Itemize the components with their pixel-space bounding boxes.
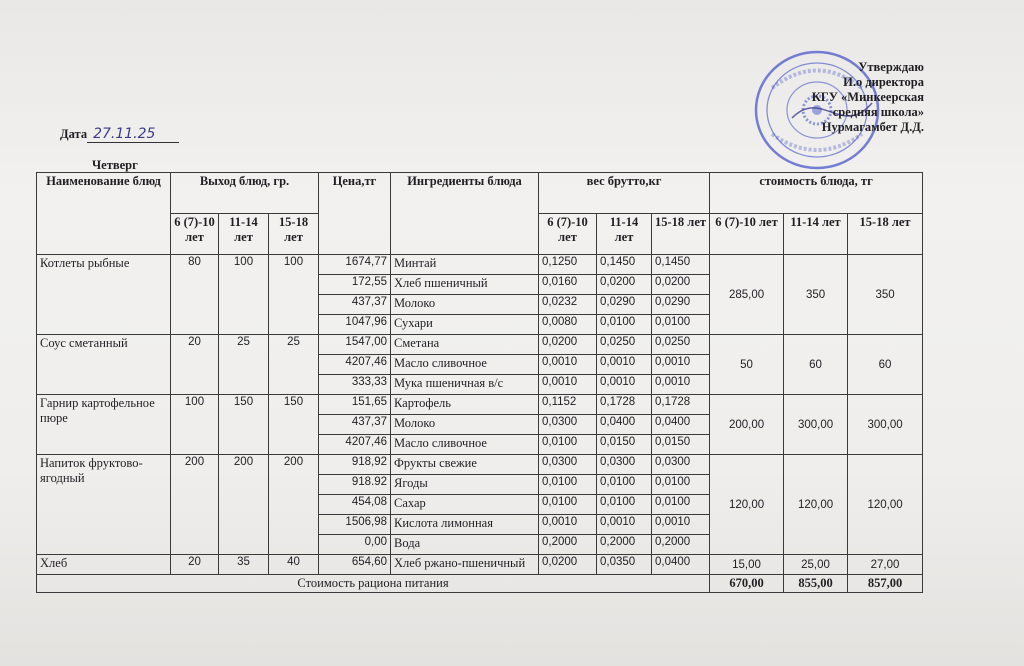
ingredient-weight: 0,0010 (652, 355, 710, 375)
header-age-group: 6 (7)-10 лет (539, 214, 597, 255)
dish-yield: 100 (171, 395, 219, 455)
ingredient-weight: 0,0010 (539, 375, 597, 395)
dish-yield: 200 (219, 455, 269, 555)
dish-yield: 20 (171, 555, 219, 575)
ingredient-weight: 0,0250 (652, 335, 710, 355)
header-age-group: 11-14 лет (597, 214, 652, 255)
header-age-group: 11-14 лет (219, 214, 269, 255)
ingredient-name: Хлеб пшеничный (391, 275, 539, 295)
approval-line: средняя школа» (832, 105, 924, 119)
dish-cost: 50 (710, 335, 784, 395)
ingredient-weight: 0,0150 (597, 435, 652, 455)
header-price: Цена,тг (319, 173, 391, 255)
header-age-group: 6 (7)-10 лет (710, 214, 784, 255)
ingredient-weight: 0,0150 (652, 435, 710, 455)
ingredient-name: Молоко (391, 295, 539, 315)
ingredient-weight: 0,0100 (652, 475, 710, 495)
approval-line: Утверждаю (858, 60, 924, 74)
ingredient-weight: 0,0010 (539, 355, 597, 375)
total-label: Стоимость рациона питания (37, 575, 710, 593)
dish-name: Напиток фруктово-ягодный (37, 455, 171, 555)
ingredient-weight: 0,0200 (652, 275, 710, 295)
ingredient-weight: 0,0010 (597, 515, 652, 535)
ingredient-weight: 0,0100 (597, 315, 652, 335)
table-row (37, 555, 923, 575)
dish-name: Хлеб (37, 555, 171, 575)
ingredient-price: 151,65 (319, 395, 391, 415)
header-gross-weight: вес брутто,кг (539, 173, 710, 214)
dish-cost: 60 (848, 335, 923, 395)
ingredient-weight: 0,2000 (597, 535, 652, 555)
ingredient-price: 0,00 (319, 535, 391, 555)
header-yield: Выход блюд, гр. (171, 173, 319, 214)
ingredient-weight: 0,0200 (539, 555, 597, 575)
dish-cost: 60 (784, 335, 848, 395)
ingredient-weight: 0,0400 (652, 555, 710, 575)
weekday-label: Четверг (92, 158, 138, 172)
ingredient-weight: 0,0400 (652, 415, 710, 435)
ingredient-weight: 0,0100 (539, 495, 597, 515)
header-age-group: 15-18 лет (269, 214, 319, 255)
ingredient-price: 918,92 (319, 455, 391, 475)
menu-table (36, 172, 923, 593)
dish-name: Котлеты рыбные (37, 255, 171, 335)
header-age-group: 11-14 лет (784, 214, 848, 255)
dish-cost: 120,00 (710, 455, 784, 555)
table-row (37, 455, 923, 475)
approval-line: КГУ «Минкеерская (811, 90, 924, 104)
ingredient-name: Фрукты свежие (391, 455, 539, 475)
ingredient-weight: 0,1450 (652, 255, 710, 275)
header-ingredients: Ингредиенты блюда (391, 173, 539, 255)
ingredient-price: 918.92 (319, 475, 391, 495)
ingredient-weight: 0,0200 (539, 335, 597, 355)
approval-signatory: Нурмагамбет Д.Д. (821, 120, 924, 134)
ingredient-weight: 0,0290 (597, 295, 652, 315)
ingredient-weight: 0,0100 (597, 475, 652, 495)
date-value: 27.11.25 (87, 126, 179, 143)
total-value: 857,00 (848, 575, 923, 593)
dish-yield: 100 (269, 255, 319, 335)
ingredient-name: Минтай (391, 255, 539, 275)
dish-cost: 120,00 (848, 455, 923, 555)
ingredient-weight: 0,1728 (597, 395, 652, 415)
ingredient-weight: 0,1728 (652, 395, 710, 415)
table-row (37, 335, 923, 355)
ingredient-weight: 0,0350 (597, 555, 652, 575)
dish-yield: 150 (219, 395, 269, 455)
dish-yield: 100 (219, 255, 269, 335)
total-value: 670,00 (710, 575, 784, 593)
dish-name: Соус сметанный (37, 335, 171, 395)
ingredient-price: 333,33 (319, 375, 391, 395)
ingredient-name: Мука пшеничная в/с (391, 375, 539, 395)
dish-yield: 150 (269, 395, 319, 455)
ingredient-weight: 0,0300 (652, 455, 710, 475)
ingredient-weight: 0,0100 (539, 475, 597, 495)
ingredient-weight: 0,0200 (597, 275, 652, 295)
total-row (37, 575, 923, 593)
dish-yield: 20 (171, 335, 219, 395)
ingredient-price: 4207,46 (319, 355, 391, 375)
date-label: Дата (60, 127, 88, 141)
ingredient-weight: 0,0232 (539, 295, 597, 315)
ingredient-weight: 0,0010 (652, 375, 710, 395)
approval-block (812, 60, 924, 135)
ingredient-name: Кислота лимонная (391, 515, 539, 535)
ingredient-name: Ягоды (391, 475, 539, 495)
ingredient-name: Сметана (391, 335, 539, 355)
ingredient-weight: 0,1152 (539, 395, 597, 415)
ingredient-weight: 0,0010 (597, 375, 652, 395)
ingredient-weight: 0,0300 (539, 455, 597, 475)
ingredient-weight: 0,0100 (652, 315, 710, 335)
ingredient-weight: 0,0100 (597, 495, 652, 515)
ingredient-weight: 0,1250 (539, 255, 597, 275)
ingredient-name: Молоко (391, 415, 539, 435)
dish-cost: 300,00 (784, 395, 848, 455)
header-dish-cost: стоимость блюда, тг (710, 173, 923, 214)
dish-cost: 300,00 (848, 395, 923, 455)
dish-yield: 80 (171, 255, 219, 335)
ingredient-price: 437,37 (319, 415, 391, 435)
dish-cost: 15,00 (710, 555, 784, 575)
ingredient-weight: 0,0080 (539, 315, 597, 335)
dish-cost: 200,00 (710, 395, 784, 455)
ingredient-weight: 0,0300 (597, 455, 652, 475)
ingredient-weight: 0,0160 (539, 275, 597, 295)
date-row (60, 126, 179, 143)
ingredient-weight: 0,2000 (539, 535, 597, 555)
dish-yield: 25 (269, 335, 319, 395)
ingredient-price: 1047,96 (319, 315, 391, 335)
ingredient-price: 1547,00 (319, 335, 391, 355)
ingredient-weight: 0,0290 (652, 295, 710, 315)
dish-cost: 27,00 (848, 555, 923, 575)
dish-yield: 25 (219, 335, 269, 395)
approval-line: И.о директора (843, 75, 924, 89)
ingredient-weight: 0,0100 (652, 495, 710, 515)
header-dish-name: Наименование блюд (37, 173, 171, 255)
ingredient-weight: 0,0010 (539, 515, 597, 535)
ingredient-name: Масло сливочное (391, 355, 539, 375)
header-age-group: 15-18 лет (848, 214, 923, 255)
table-row (37, 255, 923, 275)
dish-cost: 350 (848, 255, 923, 335)
ingredient-name: Вода (391, 535, 539, 555)
ingredient-weight: 0,0400 (597, 415, 652, 435)
ingredient-price: 437,37 (319, 295, 391, 315)
dish-name: Гарнир картофельное пюре (37, 395, 171, 455)
ingredient-name: Хлеб ржано-пшеничный (391, 555, 539, 575)
ingredient-name: Картофель (391, 395, 539, 415)
dish-yield: 200 (269, 455, 319, 555)
ingredient-weight: 0,2000 (652, 535, 710, 555)
dish-cost: 285,00 (710, 255, 784, 335)
table-row (37, 395, 923, 415)
ingredient-name: Сухари (391, 315, 539, 335)
ingredient-price: 1674,77 (319, 255, 391, 275)
dish-cost: 120,00 (784, 455, 848, 555)
header-age-group: 15-18 лет (652, 214, 710, 255)
total-value: 855,00 (784, 575, 848, 593)
dish-yield: 200 (171, 455, 219, 555)
ingredient-weight: 0,0250 (597, 335, 652, 355)
dish-yield: 40 (269, 555, 319, 575)
ingredient-weight: 0,0100 (539, 435, 597, 455)
header-age-group: 6 (7)-10 лет (171, 214, 219, 255)
ingredient-price: 654,60 (319, 555, 391, 575)
ingredient-weight: 0,1450 (597, 255, 652, 275)
dish-cost: 350 (784, 255, 848, 335)
ingredient-weight: 0,0010 (652, 515, 710, 535)
dish-cost: 25,00 (784, 555, 848, 575)
ingredient-price: 172,55 (319, 275, 391, 295)
ingredient-weight: 0,0010 (597, 355, 652, 375)
ingredient-price: 1506,98 (319, 515, 391, 535)
ingredient-name: Сахар (391, 495, 539, 515)
ingredient-name: Масло сливочное (391, 435, 539, 455)
ingredient-price: 4207,46 (319, 435, 391, 455)
ingredient-price: 454,08 (319, 495, 391, 515)
dish-yield: 35 (219, 555, 269, 575)
ingredient-weight: 0,0300 (539, 415, 597, 435)
